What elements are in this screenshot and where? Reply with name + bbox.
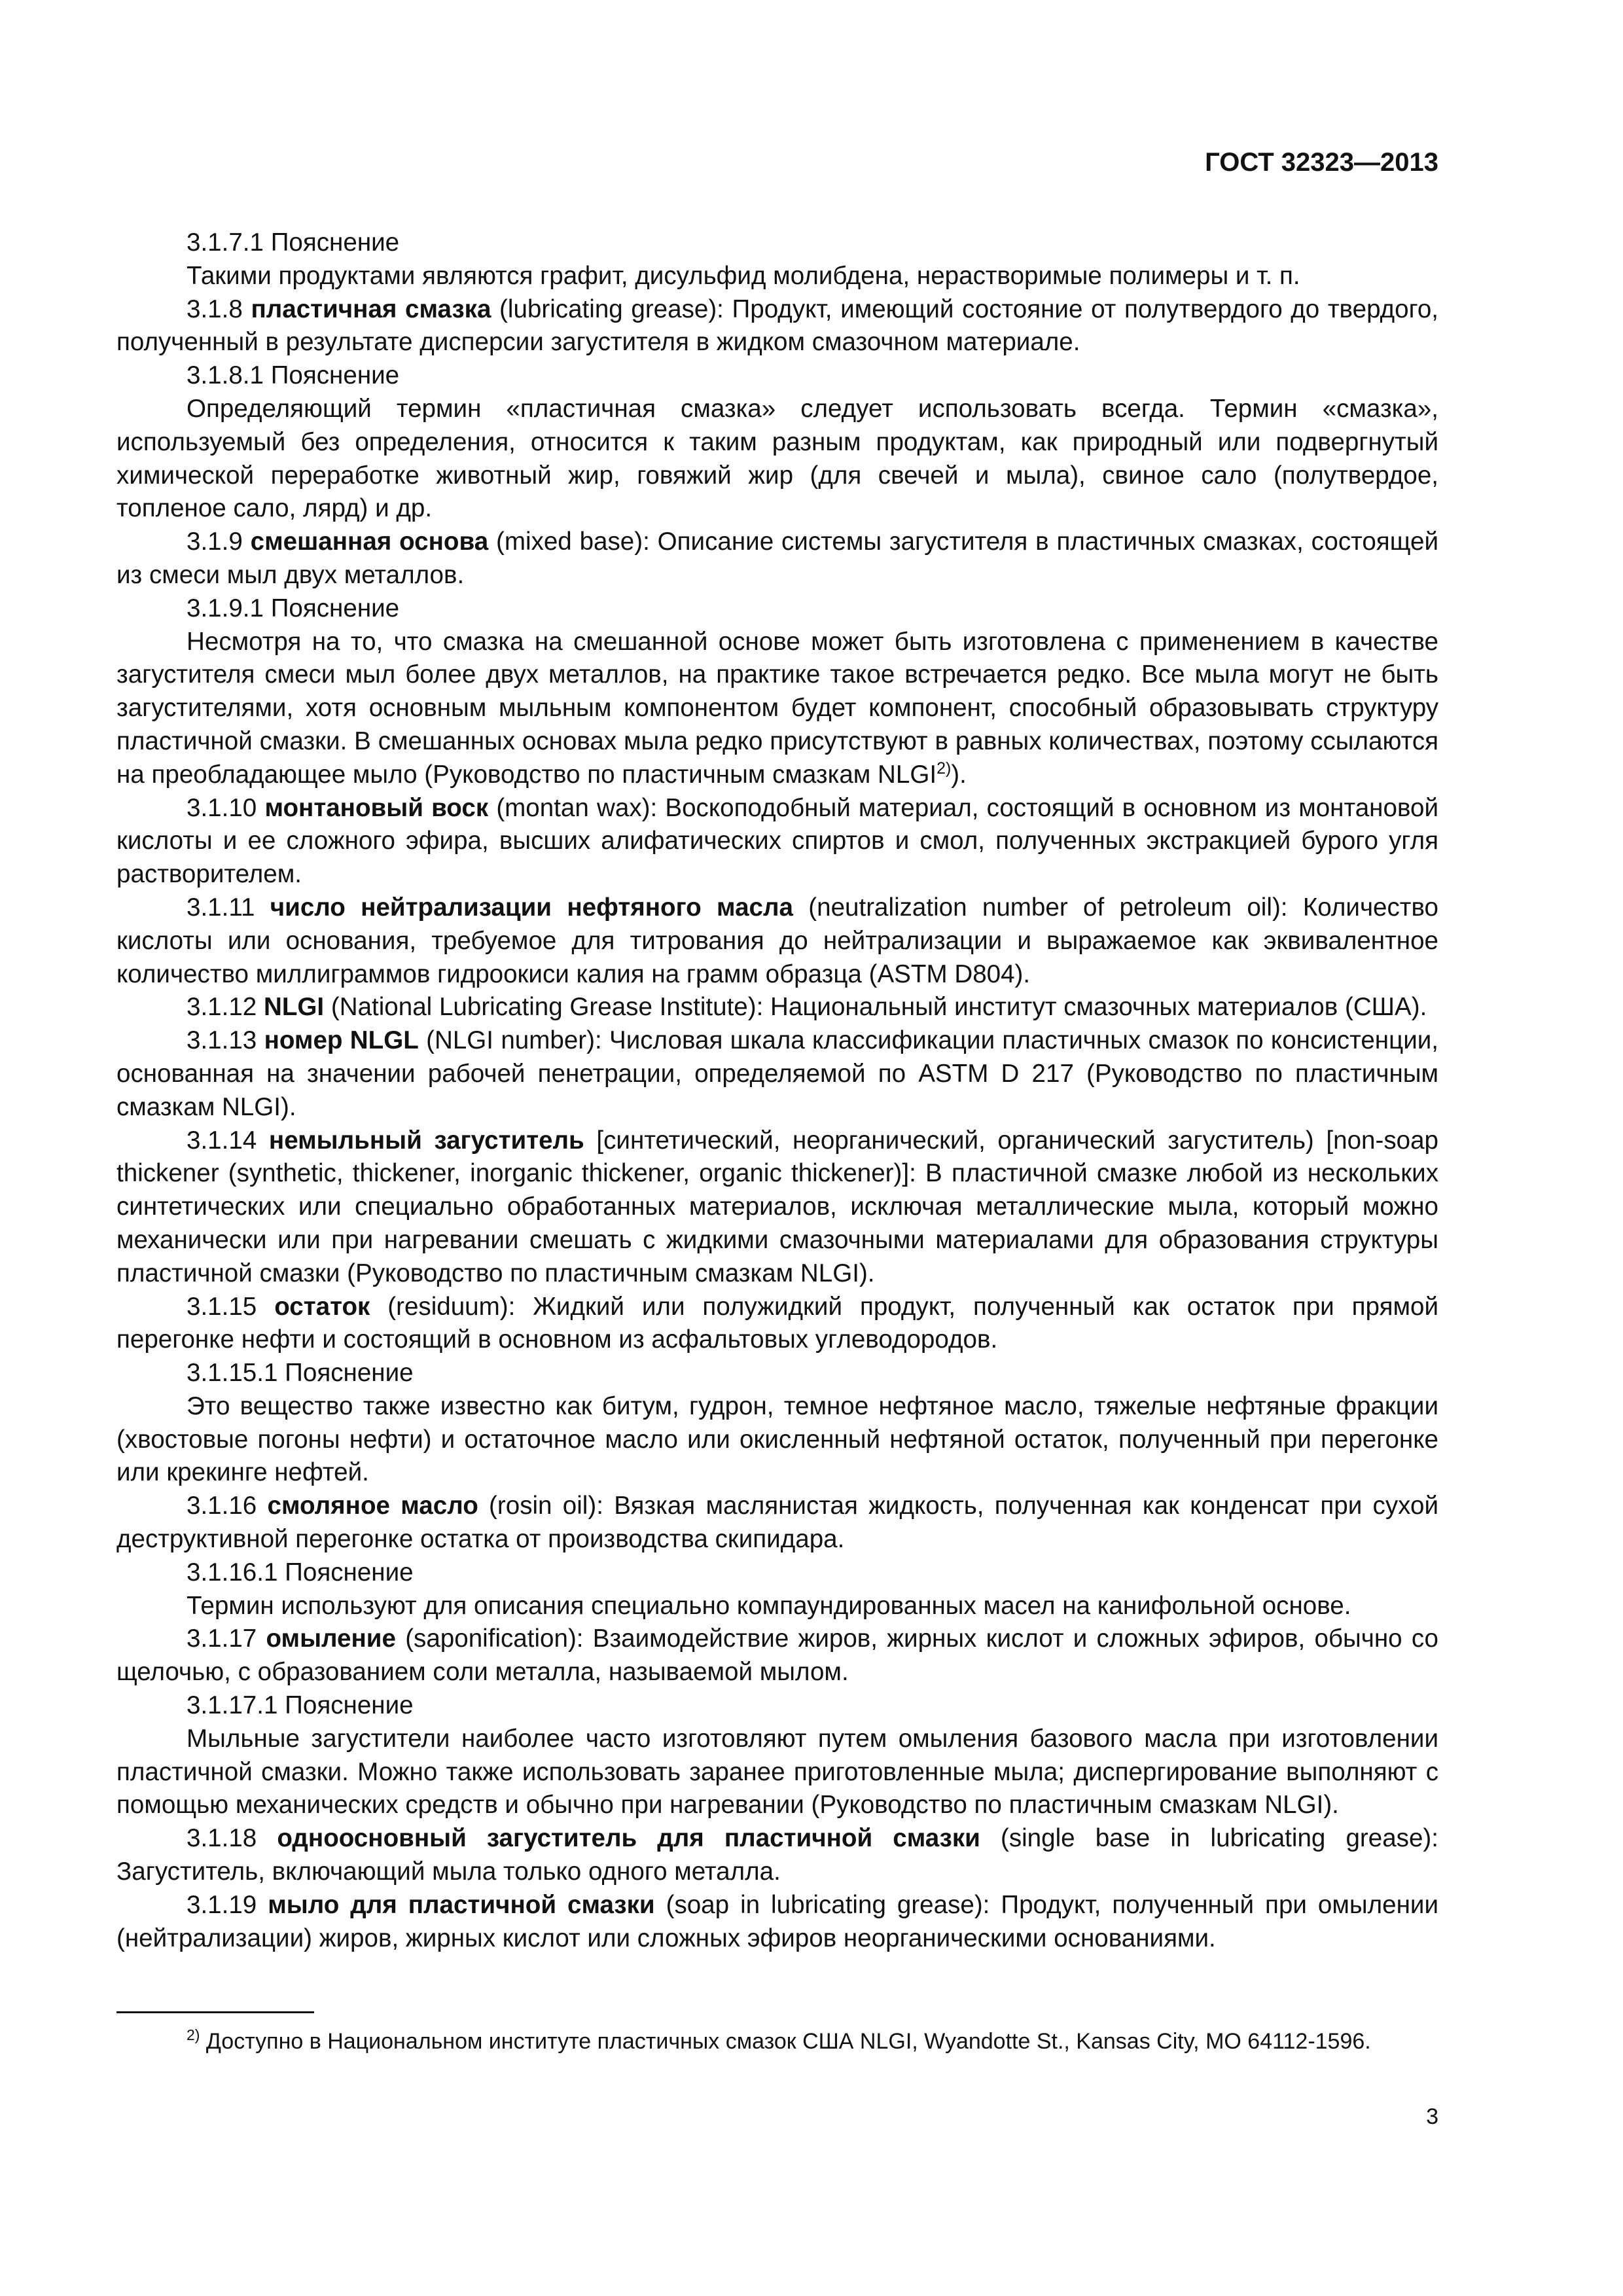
clause-number: 3.1.16 bbox=[187, 1492, 268, 1520]
paragraph bbox=[116, 626, 1438, 792]
page-number: 3 bbox=[1426, 2104, 1438, 2129]
term-definition bbox=[116, 991, 1438, 1024]
paragraph-text: Термин используют для описания специально компаундированных масел на канифольной основе. bbox=[187, 1591, 1351, 1620]
clause-number: 3.1.10 bbox=[187, 793, 265, 822]
definition-text: (rosin oil): Вязкая маслянистая жидкость, полученная как конденсат при сухой деструктивной перегонке остатка от производства скипидара. bbox=[116, 1492, 1439, 1554]
paragraph-text: Такими продуктами являются графит, дисульфид молибдена, нерастворимые полимеры и т. п. bbox=[187, 261, 1300, 290]
clause-number: 3.1.14 bbox=[187, 1126, 269, 1155]
term-definition bbox=[116, 293, 1438, 360]
footnote-separator bbox=[116, 2011, 314, 2013]
paragraph bbox=[116, 592, 1438, 626]
paragraph bbox=[116, 1723, 1438, 1822]
paragraph bbox=[116, 359, 1438, 393]
definition-text: (residuum): Жидкий или полужидкий продукт, полученный как остаток при прямой перегонке нефти и состоящий в основном из асфальтовых углеводородов. bbox=[116, 1292, 1438, 1354]
definition-text: (montan wax): Воскоподобный материал, состоящий в основном из монтановой кислоты и ее сложного эфира, высших алифатических спиртов и смол, полученных экстракцией бурого угля растворителем. bbox=[116, 793, 1439, 889]
paragraph bbox=[116, 1590, 1438, 1623]
term: мыло для пластичной смазки bbox=[268, 1890, 655, 1919]
footnote-marker: 2) bbox=[187, 2026, 200, 2043]
paragraph bbox=[116, 260, 1438, 293]
term-definition bbox=[116, 1623, 1438, 1689]
paragraph-text: 3.1.9.1 Пояснение bbox=[187, 594, 400, 622]
term: немыльный загуститель bbox=[268, 1126, 584, 1155]
clause-number: 3.1.13 bbox=[187, 1026, 264, 1055]
clause-number: 3.1.11 bbox=[187, 893, 270, 922]
paragraph bbox=[116, 393, 1438, 526]
footnote-reference: 2) bbox=[936, 759, 952, 778]
clause-number: 3.1.19 bbox=[187, 1890, 268, 1919]
paragraph-text-end: ). bbox=[951, 760, 967, 789]
term: смешанная основа bbox=[250, 528, 489, 556]
definition-text: (single base in lubricating grease): Загуститель, включающий мыла только одного металла. bbox=[116, 1824, 1438, 1886]
term-definition bbox=[116, 1889, 1438, 1956]
term-definition bbox=[116, 792, 1438, 891]
body-text bbox=[116, 226, 1438, 1955]
definition-text: (lubricating grease): Продукт, имеющий состояние от полутвердого до твердого, полученный в результате дисперсии загустителя в жидком смазочном материале. bbox=[116, 295, 1439, 357]
paragraph-text: 3.1.16.1 Пояснение bbox=[187, 1558, 414, 1587]
term-definition bbox=[116, 1490, 1438, 1556]
clause-number: 3.1.15 bbox=[187, 1292, 275, 1321]
paragraph bbox=[116, 1556, 1438, 1590]
term: число нейтрализации нефтяного масла bbox=[270, 893, 793, 922]
footnote bbox=[116, 2027, 1438, 2056]
paragraph bbox=[116, 1357, 1438, 1390]
paragraph-text: 3.1.8.1 Пояснение bbox=[187, 361, 400, 390]
paragraph-text: 3.1.15.1 Пояснение bbox=[187, 1359, 414, 1388]
term-definition bbox=[116, 1822, 1438, 1889]
paragraph bbox=[116, 226, 1438, 260]
term: смоляное масло bbox=[267, 1492, 478, 1520]
clause-number: 3.1.12 bbox=[187, 993, 264, 1022]
definition-text: (neutralization number of petroleum oil): Количество кислоты или основания, требуемое для титрования до нейтрализации и выражаемое как эквивалентное количество миллиграммов гидроокиси калия на грамм образца (ASTM D804). bbox=[116, 893, 1438, 988]
definition-text: [синтетический, неорганический, органический загуститель) [non-soap thickener (synthetic, thickener, inorganic thickener, organic thickener)]: В пластичной смазке любой из нескольких синтетических или специально обработанных материалов, исключая металлические мыла, который можно механически или при нагревании смешать с жидкими смазочными материалами для образования структуры пластичной смазки (Руководство по пластичным смазкам NLGI). bbox=[116, 1126, 1438, 1287]
term-definition bbox=[116, 891, 1438, 991]
paragraph-text: 3.1.7.1 Пояснение bbox=[187, 228, 400, 257]
document-code: ГОСТ 32323—2013 bbox=[1205, 148, 1438, 177]
term: омыление bbox=[266, 1624, 396, 1653]
definition-text: (saponification): Взаимодействие жиров, жирных кислот и сложных эфиров, обычно со щелочью, с образованием соли металла, называемой мылом. bbox=[116, 1624, 1438, 1687]
paragraph-text: 3.1.17.1 Пояснение bbox=[187, 1691, 414, 1720]
definition-text: (mixed base): Описание системы загустителя в пластичных смазках, состоящей из смеси мыл двух металлов. bbox=[116, 528, 1439, 589]
term-definition bbox=[116, 1124, 1438, 1291]
term: номер NLGL bbox=[264, 1026, 419, 1055]
term: NLGI bbox=[263, 993, 325, 1022]
term: монтановый воск bbox=[264, 793, 489, 822]
term: остаток bbox=[274, 1292, 370, 1321]
paragraph-text: Несмотря на то, что смазка на смешанной основе может быть изготовлена с применением в качестве загустителя смеси мыл более двух металлов, на практике такое встречается редко. Все мыла могут не быть загустителями, хотя основным мыльным компонентом будет компонент, способный образовывать структуру пластичной смазки. В смешанных основах мыла редко присутствуют в равных количествах, поэтому ссылаются на преобладающее мыло (Руководство по пластичным смазкам NLGI bbox=[116, 627, 1438, 789]
clause-number: 3.1.18 bbox=[187, 1824, 277, 1853]
term: пластичная смазка bbox=[251, 295, 491, 323]
paragraph bbox=[116, 1689, 1438, 1723]
footnote-text: Доступно в Национальном институте пластичных смазок США NLGI, Wyandotte St., Kansas City, MO 64112-1596. bbox=[200, 2029, 1371, 2054]
term-definition bbox=[116, 1291, 1438, 1357]
clause-number: 3.1.8 bbox=[187, 295, 251, 323]
clause-number: 3.1.17 bbox=[187, 1624, 266, 1653]
paragraph-text: Определяющий термин «пластичная смазка» следует использовать всегда. Термин «смазка», используемый без определения, относится к таким разным продуктам, как природный или подвергнутый химической переработке животный жир, говяжий жир (для свечей и мыла), свиное сало (полутвердое, топленое сало, лярд) и др. bbox=[116, 394, 1438, 523]
definition-text: (soap in lubricating grease): Продукт, полученный при омылении (нейтрализации) жиров, жирных кислот или сложных эфиров неорганическими основаниями. bbox=[116, 1890, 1438, 1952]
clause-number: 3.1.9 bbox=[187, 528, 251, 556]
definition-text: (NLGI number): Числовая шкала классификации пластичных смазок по консистенции, основанная на значении рабочей пенетрации, определяемой по ASTM D 217 (Руководство по пластичным смазкам NLGI). bbox=[116, 1026, 1439, 1121]
definition-text: (National Lubricating Grease Institute): Национальный институт смазочных материалов (США). bbox=[324, 993, 1427, 1022]
term-definition bbox=[116, 1024, 1438, 1124]
paragraph bbox=[116, 1390, 1438, 1490]
term: одноосновный загуститель для пластичной смазки bbox=[277, 1824, 980, 1853]
paragraph-text: Мыльные загустители наиболее часто изготовляют путем омыления базового масла при изготовлении пластичной смазки. Можно также использовать заранее приготовленные мыла; диспергирование выполняют с помощью механических средств и обычно при нагревании (Руководство по пластичным смазкам NLGI). bbox=[116, 1724, 1438, 1820]
paragraph-text: Это вещество также известно как битум, гудрон, темное нефтяное масло, тяжелые нефтяные фракции (хвостовые погоны нефти) и остаточное масло или окисленный нефтяной остаток, полученный при перегонке или крекинге нефтей. bbox=[116, 1391, 1438, 1487]
term-definition bbox=[116, 526, 1438, 592]
